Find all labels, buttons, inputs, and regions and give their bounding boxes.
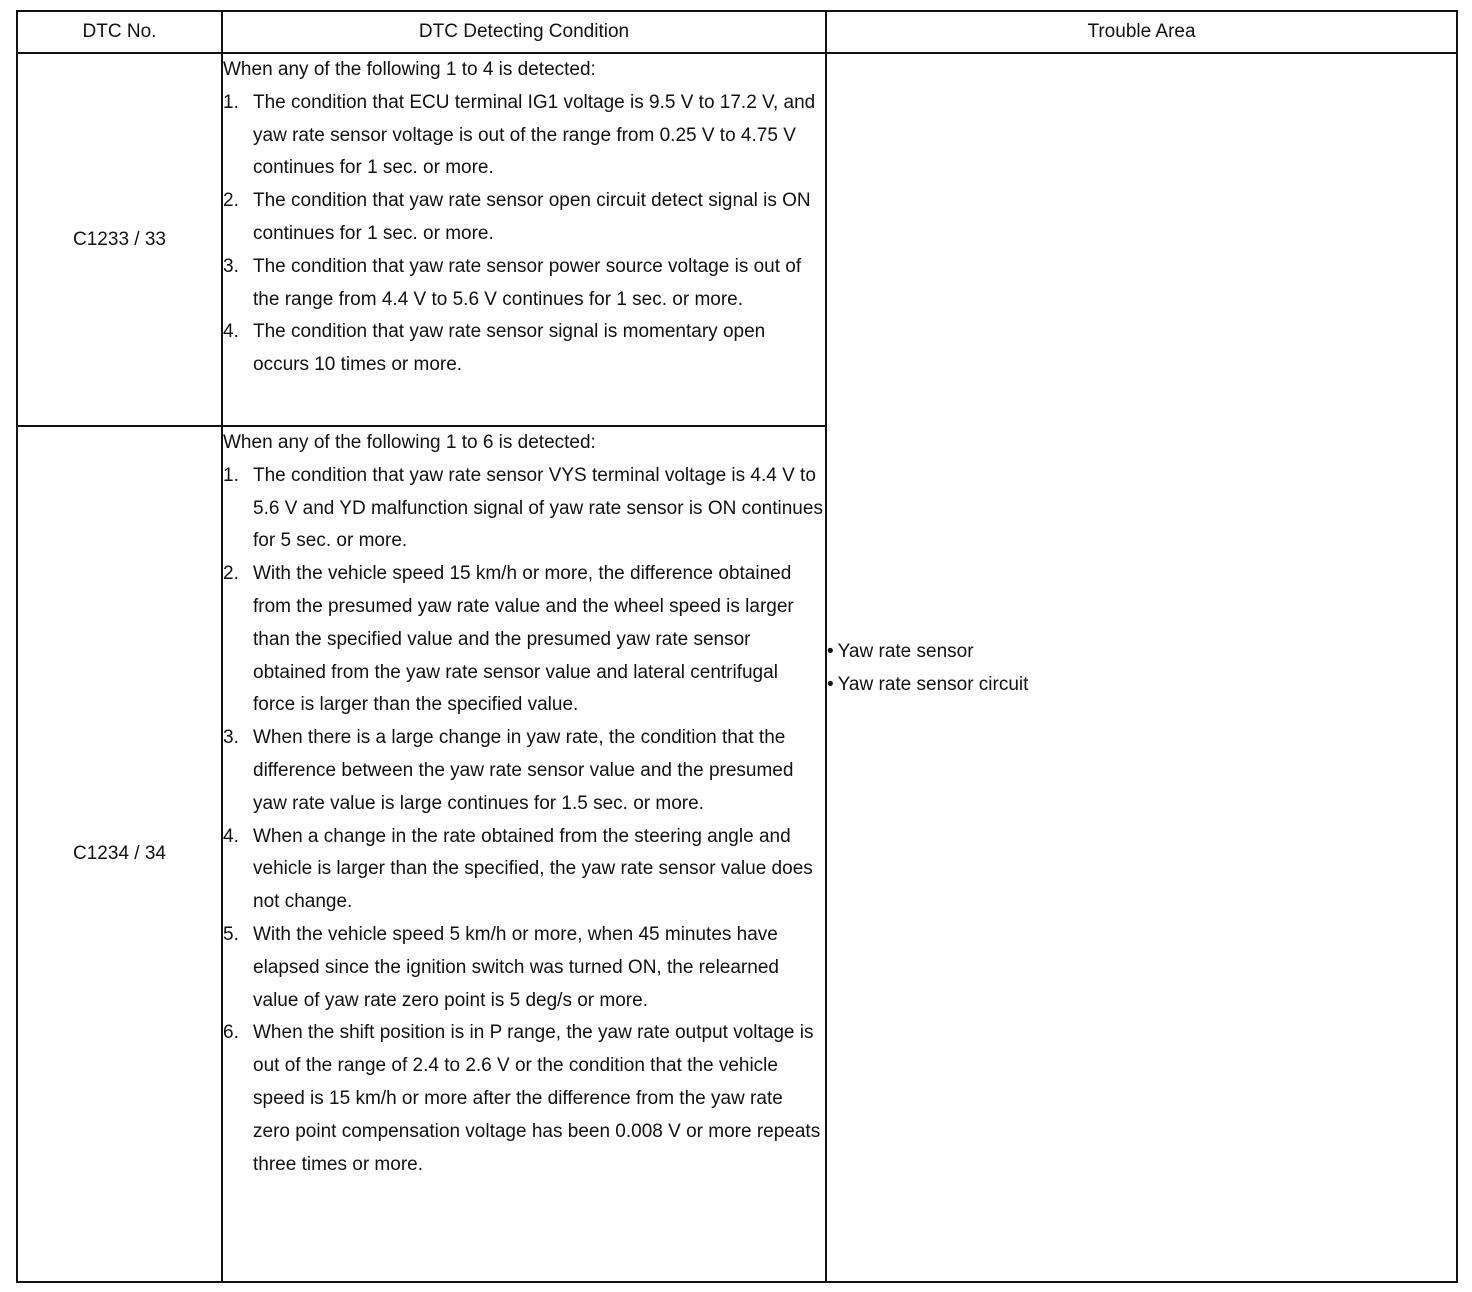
item-number: 1. bbox=[223, 91, 239, 113]
header-condition: DTC Detecting Condition bbox=[222, 11, 826, 53]
header-trouble-area: Trouble Area bbox=[826, 11, 1457, 53]
trouble-area-list bbox=[827, 635, 1456, 701]
dtc-code: C1233 / 33 bbox=[17, 53, 222, 426]
list-item bbox=[223, 316, 825, 382]
list-item bbox=[223, 251, 825, 317]
list-item bbox=[223, 722, 825, 820]
list-item bbox=[223, 1017, 825, 1181]
list-item bbox=[223, 821, 825, 919]
list-item bbox=[223, 87, 825, 185]
item-text: The condition that yaw rate sensor signal is momentary open occurs 10 times or more. bbox=[253, 321, 766, 376]
item-text: With the vehicle speed 5 km/h or more, when 45 minutes have elapsed since the ignition switch was turned ON, the relearned value of yaw rate zero point is 5 deg/s or more. bbox=[253, 923, 779, 1011]
list-item bbox=[223, 558, 825, 722]
list-item bbox=[223, 185, 825, 251]
item-text: The condition that yaw rate sensor power source voltage is out of the range from 4.4 V to 5.6 V continues for 1 sec. or more. bbox=[253, 255, 802, 310]
header-row bbox=[17, 11, 1457, 53]
item-text: When a change in the rate obtained from the steering angle and vehicle is larger than the specified, the yaw rate sensor value does not change. bbox=[253, 825, 813, 913]
item-number: 3. bbox=[223, 727, 239, 749]
item-text: The condition that yaw rate sensor open circuit detect signal is ON continues for 1 sec. or more. bbox=[253, 190, 811, 244]
trouble-area-text: Yaw rate sensor bbox=[837, 640, 974, 662]
list-item bbox=[223, 919, 825, 1017]
item-text: The condition that yaw rate sensor VYS terminal voltage is 4.4 V to 5.6 V and YD malfunction signal of yaw rate sensor is ON continues for 5 sec. or more. bbox=[253, 464, 823, 552]
item-text: When there is a large change in yaw rate, the condition that the difference between the yaw rate sensor value and the presumed yaw rate value is large continues for 1.5 sec. or more. bbox=[253, 727, 794, 814]
item-number: 1. bbox=[223, 464, 239, 486]
list-item bbox=[223, 460, 825, 558]
detecting-condition bbox=[222, 426, 826, 1282]
list-item bbox=[827, 668, 1456, 701]
condition-intro: When any of the following 1 to 6 is detected: bbox=[223, 432, 596, 453]
item-text: With the vehicle speed 15 km/h or more, the difference obtained from the presumed yaw rate value and the wheel speed is larger than the specified value and the presumed yaw rate sensor obtained from the yaw rate sensor value and lateral centrifugal force is larger than the specified value. bbox=[253, 563, 794, 716]
trouble-area bbox=[826, 53, 1457, 1282]
item-number: 3. bbox=[223, 255, 239, 277]
item-text: The condition that ECU terminal IG1 voltage is 9.5 V to 17.2 V, and yaw rate sensor voltage is out of the range from 0.25 V to 4.75 V continues for 1 sec. or more. bbox=[253, 91, 816, 179]
list-item bbox=[827, 635, 1456, 668]
item-number: 2. bbox=[223, 190, 239, 212]
item-text: When the shift position is in P range, the yaw rate output voltage is out of the range of 2.4 to 2.6 V or the condition that the vehicle speed is 15 km/h or more after the difference from the yaw rate zero point compensation voltage has been 0.008 V or more repeats three times or more. bbox=[253, 1022, 821, 1175]
item-number: 4. bbox=[223, 321, 239, 343]
dtc-code: C1234 / 34 bbox=[17, 426, 222, 1282]
item-number: 6. bbox=[223, 1022, 239, 1044]
item-number: 2. bbox=[223, 563, 239, 585]
item-number: 5. bbox=[223, 923, 239, 945]
dtc-table bbox=[16, 10, 1458, 1283]
item-number: 4. bbox=[223, 825, 239, 847]
trouble-area-text: Yaw rate sensor circuit bbox=[837, 673, 1029, 695]
condition-list bbox=[223, 460, 825, 1182]
condition-intro: When any of the following 1 to 4 is detected: bbox=[223, 59, 596, 80]
header-dtc-no: DTC No. bbox=[17, 11, 222, 53]
table-row bbox=[17, 53, 1457, 426]
condition-list bbox=[223, 87, 825, 382]
bullet-icon: • bbox=[827, 673, 834, 695]
detecting-condition bbox=[222, 53, 826, 426]
bullet-icon: • bbox=[827, 640, 834, 662]
